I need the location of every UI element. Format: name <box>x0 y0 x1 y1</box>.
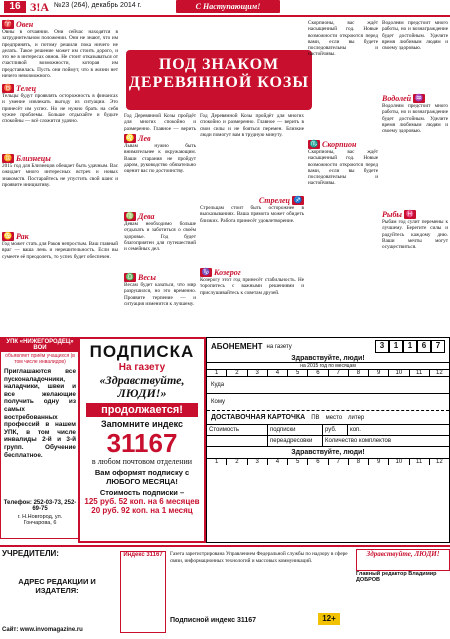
sign-block-vodoley: Водолей ♒ Водолеям предстоит много работы, но и вознаграждение будет достойным. Уделите время любимым людям и своему здоровью. <box>382 94 448 135</box>
to-field[interactable]: Куда <box>207 377 449 394</box>
scorpio-icon: ♏ <box>309 140 319 148</box>
libra-icon: ♎ <box>125 273 135 281</box>
virgo-icon: ♍ <box>125 212 135 220</box>
sign-block-strelec: Стрелец ♐ Стрельцам стоит быть осторожнее в высказываниях. Ваша прямота может обидеть близких. Работа принесёт удовлетворение. <box>200 196 304 224</box>
aries-icon: ♈ <box>3 20 13 28</box>
age-rating: 12+ <box>318 613 340 625</box>
intro-text: Год Деревянной Козы пройдёт для многих спокойно и размеренно. Главное — верить <box>124 113 196 131</box>
capricorn-icon: ♑ <box>201 268 211 276</box>
sign-block-lev: ♌ Лев Львам нужно быть внимательнее к окружающим. Ваши старания не пройдут даром, руководство обязательно оценит вас по достоинству. <box>124 134 196 175</box>
index-boxes: 3 1 1 6 7 <box>375 340 445 353</box>
sign-block-skorpion-pre: Скорпионы, вас ждёт насыщенный год. Новые возможности откроются перед вами, если вы будете последовательны и настойчивы. <box>308 20 378 58</box>
header-rule <box>0 15 450 17</box>
sign-block-rak: ♋ Рак Год может стать для Раков непростым. Ваш главный враг — ваша лень и нерешительность. Если вы сумеете её преодолеть, то успех будет обеспечен. <box>2 232 118 260</box>
taurus-icon: ♉ <box>3 84 13 92</box>
sign-block-telec: ♉ Телец Тельцы будут проявлять осторожность в финансах и умение извлекать выгоду из ситуации. Это принесёт им успех. Но не нужно брать на себя чужие проблемы. Больше отдыхайте и будьте спокойны — всё сложится удачно. <box>2 84 118 125</box>
index-number: 31167 <box>106 428 178 458</box>
horoscope-banner: ПОД ЗНАКОМ ДЕРЕВЯННОЙ КОЗЫ <box>126 50 312 110</box>
gemini-icon: ♊ <box>3 154 13 162</box>
sign-block-vesy: ♎ Весы Весам будет казаться, что мир разрушился, но это временно. Проявите терпение — и ситуация изменится к лучшему. <box>124 273 196 307</box>
aquarius-icon: ♒ <box>414 94 424 102</box>
sagittarius-icon: ♐ <box>293 196 303 204</box>
center-text: Год Деревянной Козы пройдёт для многих спокойно и размеренно. Главное — верить в свои силы и не бояться перемен. Близкие люди помогут вам в трудную минуту. <box>200 113 304 138</box>
subscription-ad: ПОДПИСКА На газету «Здравствуйте, ЛЮДИ!» продолжается! Запомните индекс 31167 в любом почтовом отделении Вам оформят подписку с ЛЮБОГО МЕСЯЦА! Стоимость подписки – 125 руб. 52 коп. на 6 месяцев 20 руб. 92 коп. на 1 месяц <box>78 337 206 543</box>
sign-block-kozerog: ♑ Козерог Козерогу этот год принесёт стабильность. Не торопитесь с важными решениями и прислушивайтесь к советам друзей. <box>200 268 304 296</box>
months-row: 1 2 3 4 5 6 7 8 9 10 11 12 <box>207 369 449 377</box>
leo-icon: ♌ <box>125 134 135 142</box>
holiday-ribbon: С Наступающим! <box>176 0 280 13</box>
footer: УЧРЕДИТЕЛИ: АДРЕС РЕДАКЦИИ И ИЗДАТЕЛЯ: Сайт: www.invomagazine.ru Индекс 31167 Газета зарегистрирована Управлением Федеральной службы по надзору в сфере связи, информационных технологий и массовых коммуникаций. Подписной индекс 31167 12+ Здравствуйте, ЛЮДИ! Главный редактор Владимир ДОБРОВ <box>0 545 450 639</box>
pisces-icon: ♓ <box>405 210 415 218</box>
page-number: 16 <box>4 1 26 13</box>
sign-block-skorpion: ♏ Скорпион Скорпионы, вас ждёт насыщенный год. Новые возможности откроются перед вами, если вы будете последовательны и настойчивы. <box>308 140 378 187</box>
months-row-2: 1 2 3 4 5 6 7 8 9 10 11 12 <box>207 458 449 465</box>
logo-footer: Здравствуйте, ЛЮДИ! <box>356 549 450 571</box>
sign-block-oven: ♈ Овен Овны в отчаянии. Они сейчас находятся в затруднительном положении. Они не знают, что им предпринять, и потому решили пока ничего не делать. Такое решение может им стоить дорого, и это не в интересах овнов. Не стоит отказываться от счастливой возможности, которая им представилась. Пусть они поймут, что в жизни нет ничего невозможного. <box>2 20 118 80</box>
sign-block-bliznecy: ♊ Близнецы 2015 год для Близнецов обещает быть удачным. Вас ожидает много интересных встреч и новых знакомств. Постарайтесь не упустить свой шанс и проявите инициативу. <box>2 154 118 188</box>
subscription-form: АБОНЕМЕНТ на газету 3 1 1 6 7 Здравствуйте, люди! на 2015 год по месяцам 1 2 3 4 5 6 7 8 9 10 11 12 Куда Кому ДОСТАВОЧНАЯ КАРТОЧКА ПВ место литер Стоимость подписки руб. коп. переадресовки Количество комплектов Здравствуйте, люди! 1 2 3 4 5 6 7 8 9 10 11 12 <box>206 337 450 543</box>
issue-info: №23 (264), декабрь 2014 г. <box>54 2 142 9</box>
brand-logo: З!А <box>30 0 49 14</box>
whom-field[interactable]: Кому <box>207 394 449 411</box>
right-intro-text: Водолеям предстоит много работы, но и вознаграждение будет достойным. Уделите время любимым людям и своему здоровью. <box>382 20 448 52</box>
sign-block-ryby: Рыбы ♓ Рыбам год сулит перемены к лучшему. Берегите силы и радуйтесь каждому дню. Ваши мечты могут осуществиться. <box>382 210 448 251</box>
sign-block-deva: ♍ Дева Девам необходимо больше отдыхать и заботиться о своём здоровье. Год будет благоприятен для путешествий и семейных дел. <box>124 212 196 253</box>
upk-ad: УПК «НИЖЕГОРОДЕЦ» ВОИ объявляет приём учащихся (в том числе инвалидов) Приглашаются все пусконаладочники, наладчики, швеи и все желающие получить одну из самых востребованных профессий в нашем УПК, в том числе инвалиды 2-й и 3-й групп. Обучение бесплатное. Телефон: 252-03-73, 252-69-75 г. Н.Новгород, ул. Гончарова, 6 <box>0 337 80 539</box>
cancer-icon: ♋ <box>3 232 13 240</box>
